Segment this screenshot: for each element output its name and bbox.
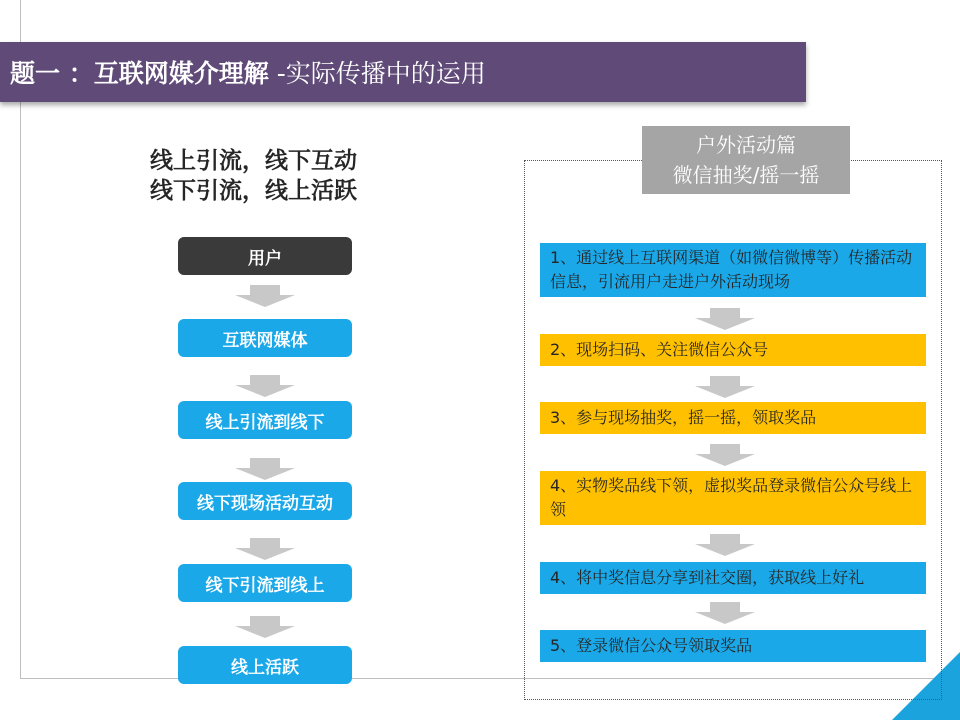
down-arrow-icon — [695, 308, 755, 330]
title-bar — [0, 42, 806, 102]
panel-step-5: 4、将中奖信息分享到社交圈，获取线上好礼 — [540, 562, 926, 594]
slide-title-sub: -实际传播中的运用 — [276, 59, 486, 88]
slogan — [150, 146, 410, 206]
flow-step-offline-activity: 线下现场活动互动 — [178, 482, 352, 520]
category-label-line-2: 微信抽奖/摇一摇 — [672, 163, 820, 187]
flow-step-internet-media: 互联网媒体 — [178, 319, 352, 357]
down-arrow-icon — [695, 534, 755, 556]
panel-step-1: 1、通过线上互联网渠道（如微信微博等）传播活动信息，引流用户走进户外活动现场 — [540, 243, 926, 297]
down-arrow-icon — [235, 375, 295, 397]
down-arrow-icon — [235, 616, 295, 638]
flow-step-offline-to-online: 线下引流到线上 — [178, 564, 352, 602]
down-arrow-icon — [695, 602, 755, 624]
flow-step-online-active: 线上活跃 — [178, 646, 352, 684]
panel-step-4: 4、实物奖品线下领，虚拟奖品登录微信公众号线上领 — [540, 471, 926, 525]
slogan-line-2: 线下引流，线上活跃 — [150, 178, 357, 204]
category-label-line-1: 户外活动篇 — [696, 133, 796, 157]
down-arrow-icon — [695, 444, 755, 466]
panel-step-2: 2、现场扫码、关注微信公众号 — [540, 334, 926, 366]
down-arrow-icon — [235, 285, 295, 307]
down-arrow-icon — [235, 458, 295, 480]
slogan-line-1: 线上引流，线下互动 — [150, 148, 357, 174]
slide-title-main: 题一 ：互联网媒介理解 — [10, 59, 269, 88]
activity-category-label — [642, 126, 850, 194]
down-arrow-icon — [235, 538, 295, 560]
down-arrow-icon — [695, 376, 755, 398]
flow-step-online-to-offline: 线上引流到线下 — [178, 401, 352, 439]
panel-step-3: 3、参与现场抽奖，摇一摇，领取奖品 — [540, 402, 926, 434]
panel-step-6: 5、登录微信公众号领取奖品 — [540, 630, 926, 662]
flow-step-user: 用户 — [178, 237, 352, 275]
